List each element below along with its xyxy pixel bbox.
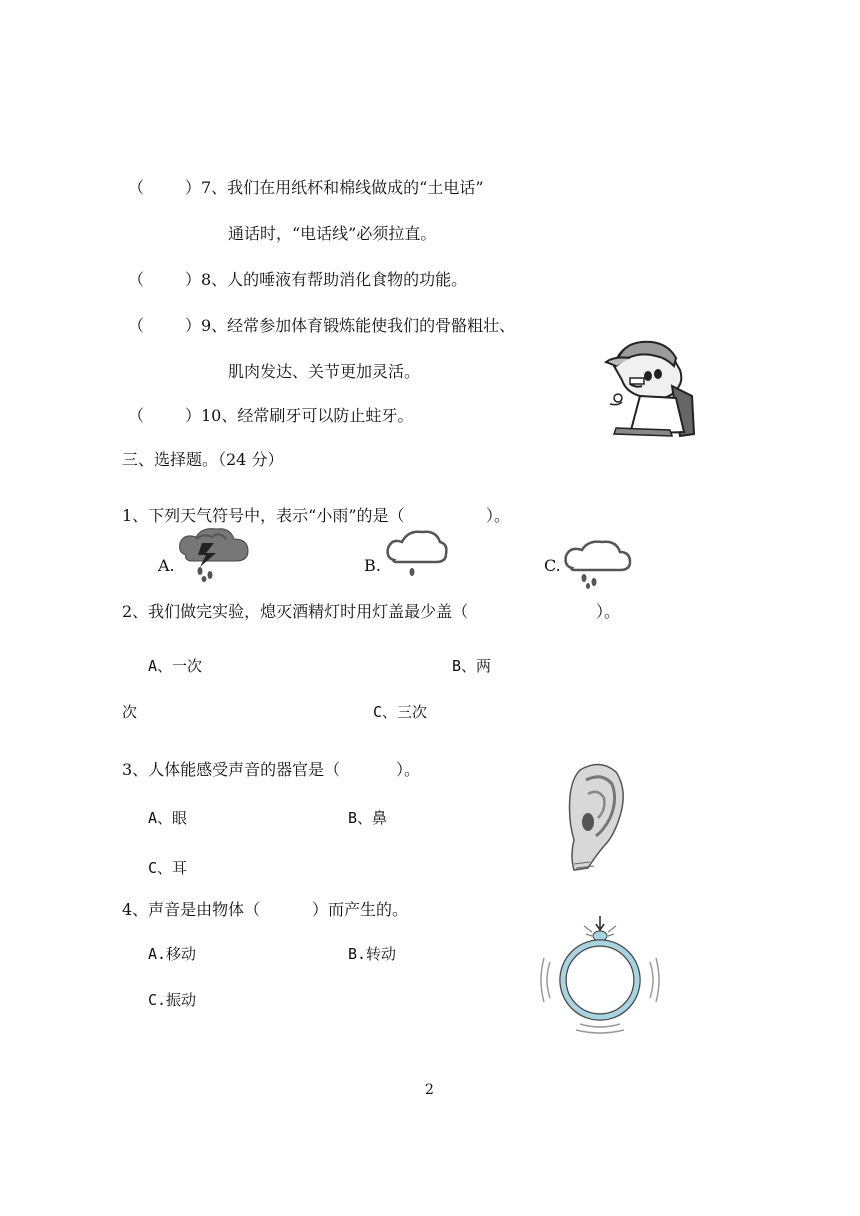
ear-icon: [560, 760, 628, 878]
option-4b: B.转动: [348, 945, 397, 963]
option-3b: B、鼻: [348, 809, 388, 827]
paren-open-9: （: [128, 316, 145, 335]
paren-close-9: ）: [185, 316, 202, 335]
moderate-rain-cloud-icon: [562, 538, 634, 590]
thunderstorm-cloud-icon: [176, 525, 252, 583]
question-4-stem-end: ）而产生的。: [312, 900, 409, 919]
item-9-text: 9、经常参加体育锻炼能使我们的骨骼粗壮、: [201, 316, 516, 335]
item-7-cont: 通话时，“电话线”必须拉直。: [228, 224, 437, 243]
question-2-stem: 2、我们做完实验，熄灭酒精灯时用灯盖最少盖（: [122, 602, 469, 621]
paren-close-7: ）: [185, 178, 202, 197]
option-1c: C.: [544, 556, 561, 575]
boy-brushing-teeth-icon: [600, 336, 704, 440]
item-10-text: 10、经常刷牙可以防止蛀牙。: [201, 406, 414, 425]
option-4a: A.移动: [148, 945, 197, 963]
question-1-stem-end: ）。: [486, 506, 511, 525]
option-4c: C.振动: [148, 991, 197, 1009]
option-1b: B.: [364, 556, 381, 575]
item-9-cont: 肌肉发达、关节更加灵活。: [228, 362, 421, 381]
option-2c: C、三次: [373, 703, 428, 721]
paren-open-8: （: [128, 270, 145, 289]
page-number: 2: [425, 1082, 434, 1098]
question-1-stem: 1、下列天气符号中，表示“小雨”的是（: [122, 506, 405, 525]
light-rain-cloud-icon: [384, 526, 450, 582]
section-heading: 三、选择题。（24 分）: [122, 450, 284, 469]
option-1a: A.: [158, 556, 175, 575]
item-8-text: 8、人的唾液有帮助消化食物的功能。: [201, 270, 468, 289]
paren-open-10: （: [128, 406, 145, 425]
option-2b-wrap: 次: [122, 703, 138, 721]
paren-open-7: （: [128, 178, 145, 197]
option-3a: A、眼: [148, 809, 188, 827]
paren-close-8: ）: [185, 270, 202, 289]
option-2a: A、一次: [148, 657, 203, 675]
option-2b: B、两: [452, 657, 492, 675]
question-3-stem-end: ）。: [396, 760, 421, 779]
question-4-stem: 4、声音是由物体（: [122, 900, 261, 919]
vibrating-ring-icon: [540, 912, 660, 1034]
item-7-text: 7、我们在用纸杯和棉线做成的“土电话”: [201, 178, 484, 197]
question-2-stem-end: ）。: [596, 602, 621, 621]
option-3c: C、耳: [148, 859, 188, 877]
paren-close-10: ）: [185, 406, 202, 425]
question-3-stem: 3、人体能感受声音的器官是（: [122, 760, 341, 779]
